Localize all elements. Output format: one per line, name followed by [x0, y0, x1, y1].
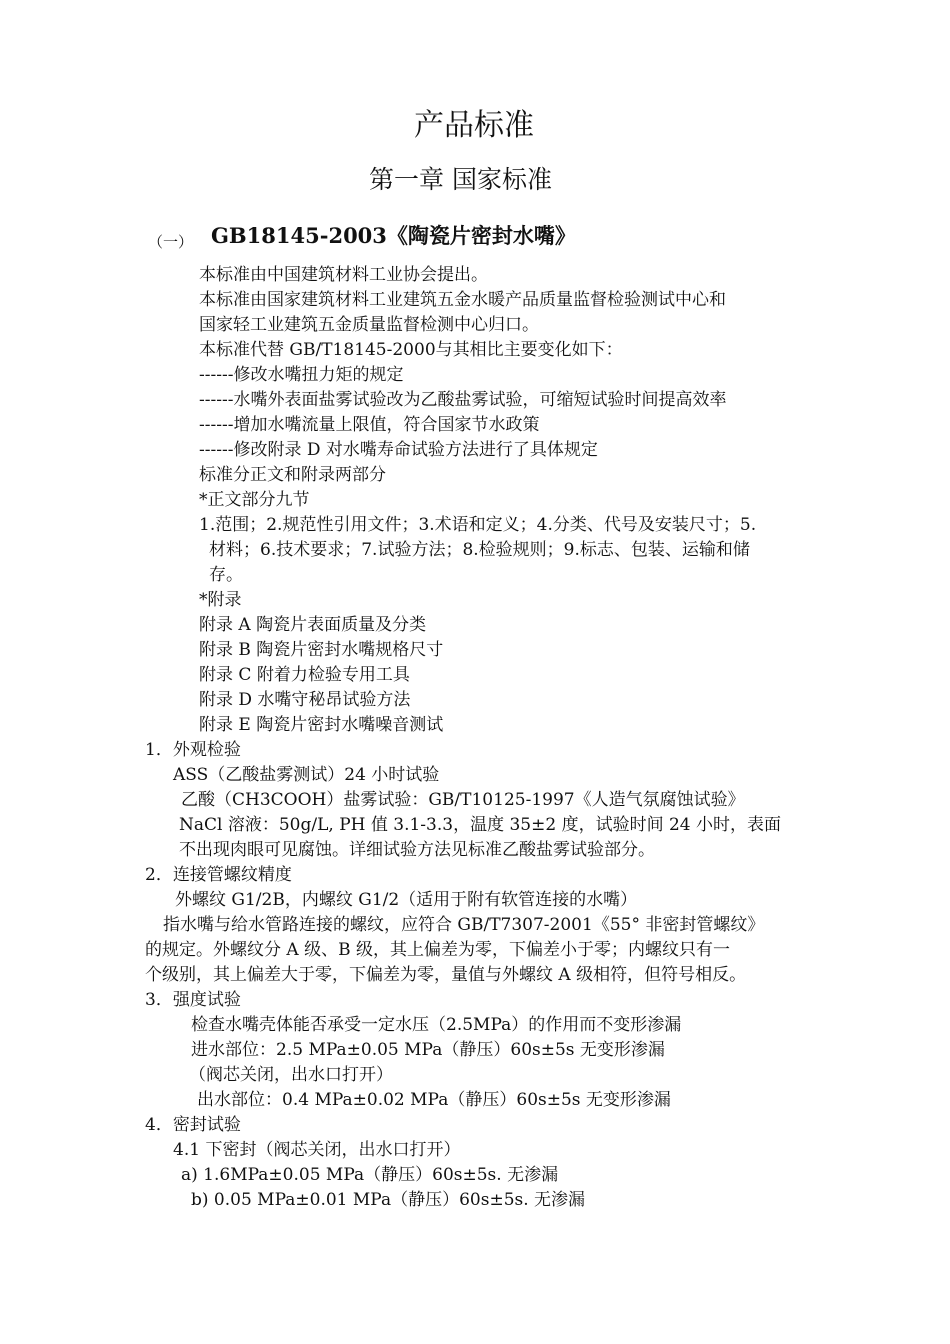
numbered-heading: 3．强度试验 [145, 990, 241, 1010]
body-line: 个级别，其上偏差大于零，下偏差为零，量值与外螺纹 A 级相符，但符号相反。 [145, 965, 747, 985]
intro-line: *附录 [199, 590, 242, 610]
list-item: b) 0.05 MPa±0.01 MPa（静压）60s±5s. 无渗漏 [191, 1190, 586, 1210]
body-line: 乙酸（CH3COOH）盐雾试验：GB/T10125-1997《人造气氛腐蚀试验》 [181, 790, 745, 810]
body-line: 检查水嘴壳体能否承受一定水压（2.5MPa）的作用而不变形渗漏 [191, 1015, 682, 1035]
body-line: ASS（乙酸盐雾测试）24 小时试验 [173, 765, 440, 785]
body-line: （阀芯关闭，出水口打开） [189, 1065, 393, 1085]
appendix-item: 附录 B 陶瓷片密封水嘴规格尺寸 [199, 640, 444, 660]
change-item: ------修改水嘴扭力矩的规定 [199, 365, 404, 385]
body-line: 指水嘴与给水管路连接的螺纹，应符合 GB/T7307-2001《55° 非密封管螺纹》 [163, 915, 765, 935]
appendix-item: 附录 C 附着力检验专用工具 [199, 665, 410, 685]
body-line: 4.1 下密封（阀芯关闭，出水口打开） [173, 1140, 461, 1160]
intro-line: 本标准由中国建筑材料工业协会提出。 [199, 265, 488, 285]
body-line: NaCl 溶液：50g/L, PH 值 3.1-3.3，温度 35±2 度，试验时间 24 小时，表面 [179, 815, 782, 835]
page-title: 产品标准 [414, 108, 534, 143]
intro-line: 标准分正文和附录两部分 [199, 465, 386, 485]
intro-line: 本标准由国家建筑材料工业建筑五金水暖产品质量监督检验测试中心和 [199, 290, 726, 310]
sections-list: 存。 [209, 565, 243, 585]
numbered-heading: 4．密封试验 [145, 1115, 241, 1135]
numbered-heading: 1．外观检验 [145, 740, 241, 760]
intro-line: 国家轻工业建筑五金质量监督检测中心归口。 [199, 315, 539, 335]
section-prefix: （一） [148, 233, 194, 251]
chapter-title: 第一章 国家标准 [369, 165, 552, 194]
body-line: 不出现肉眼可见腐蚀。详细试验方法见标准乙酸盐雾试验部分。 [179, 840, 655, 860]
body-line: 出水部位：0.4 MPa±0.02 MPa（静压）60s±5s 无变形渗漏 [197, 1090, 671, 1110]
intro-line: 本标准代替 GB/T18145-2000与其相比主要变化如下： [199, 340, 623, 360]
body-line: 的规定。外螺纹分 A 级、B 级，其上偏差为零，下偏差小于零；内螺纹只有一 [145, 940, 730, 960]
change-item: ------水嘴外表面盐雾试验改为乙酸盐雾试验，可缩短试验时间提高效率 [199, 390, 727, 410]
body-line: 进水部位：2.5 MPa±0.05 MPa（静压）60s±5s 无变形渗漏 [191, 1040, 665, 1060]
appendix-item: 附录 A 陶瓷片表面质量及分类 [199, 615, 427, 635]
intro-line: *正文部分九节 [199, 490, 310, 510]
list-item: a) 1.6MPa±0.05 MPa（静压）60s±5s. 无渗漏 [181, 1165, 559, 1185]
sections-list: 材料；6.技术要求；7.试验方法；8.检验规则；9.标志、包装、运输和储 [209, 540, 750, 560]
change-item: ------修改附录 D 对水嘴寿命试验方法进行了具体规定 [199, 440, 598, 460]
appendix-item: 附录 E 陶瓷片密封水嘴噪音测试 [199, 715, 444, 735]
body-line: 外螺纹 G1/2B，内螺纹 G1/2（适用于附有软管连接的水嘴） [175, 890, 638, 910]
numbered-heading: 2．连接管螺纹精度 [145, 865, 292, 885]
section-title: GB18145-2003《陶瓷片密封水嘴》 [211, 223, 576, 248]
change-item: ------增加水嘴流量上限值，符合国家节水政策 [199, 415, 540, 435]
appendix-item: 附录 D 水嘴守秘昂试验方法 [199, 690, 411, 710]
sections-list: 1.范围；2.规范性引用文件；3.术语和定义；4.分类、代号及安装尺寸；5. [199, 515, 757, 535]
